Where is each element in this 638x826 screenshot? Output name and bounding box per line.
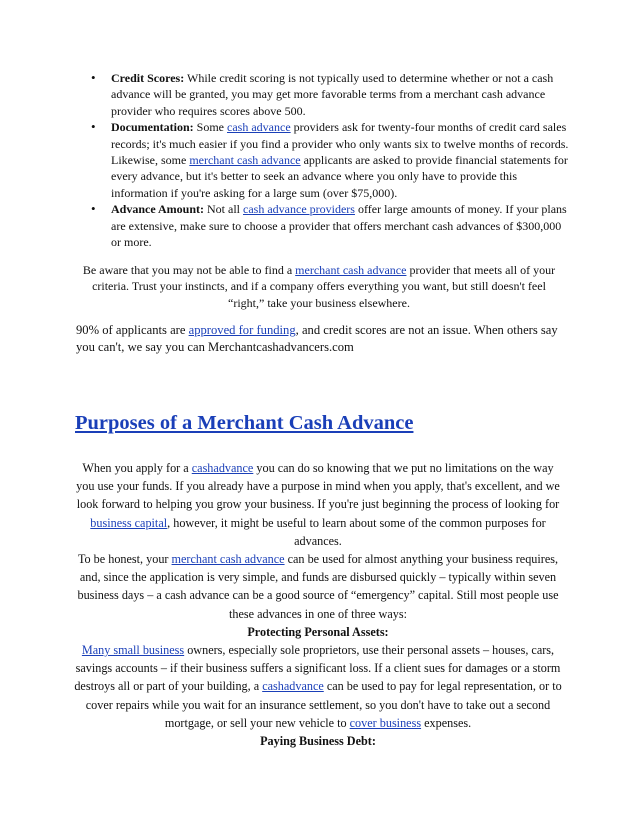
merchant-cash-advance-link[interactable]: merchant cash advance: [295, 263, 407, 277]
bullet-label: Credit Scores:: [111, 71, 185, 85]
inline-link[interactable]: merchant cash advance: [171, 552, 285, 567]
approval-paragraph: 90% of applicants are approved for funding, and credit scores are not an issue. When others say you can't, we say you can Merchantcashadvancers.com: [76, 323, 558, 354]
inline-link[interactable]: cashadvance: [262, 679, 324, 694]
inline-text: Not all: [204, 202, 244, 217]
inline-link[interactable]: cover business: [349, 715, 422, 730]
inline-text: , however, it might be useful to learn about some of the common purposes for advances.: [167, 515, 546, 548]
inline-text: When you apply for a: [82, 461, 192, 475]
aware-paragraph: Be aware that you may not be able to find a merchant cash advance provider that meets all of your criteria. Trust your instincts, and if a company offers everything you want, but still doesn't feel “right,” take your business elsewhere.: [82, 263, 556, 310]
bullet-credit-scores: [91, 70, 571, 119]
bullet-label: Advance Amount:: [111, 202, 205, 217]
criteria-bullet-list: [91, 70, 571, 250]
inline-link[interactable]: cash advance providers: [243, 202, 355, 217]
inline-text: owners, especially sole proprietors, use their personal assets – houses, cars, savings accounts – if their business suffers a significant loss. If a client sues for damages or a storm destroys all or part of your building, a: [74, 643, 561, 694]
uses-paragraph: [73, 550, 563, 623]
inline-link[interactable]: merchant cash advance: [189, 153, 301, 168]
bullet-documentation: [91, 119, 571, 201]
inline-text: can be used for almost anything your business requires, and, since the application is very simple, and funds are disbursed quickly – typically within seven business days – a cash advance can be a good source of “emergency” capital. Still most people use these advances in one of three ways:: [77, 552, 559, 621]
subheading-paying-debt: Paying Business Debt:: [260, 734, 376, 749]
purposes-section: [73, 459, 563, 750]
bullet-advance-amount: [91, 201, 571, 250]
section-heading-link[interactable]: Purposes of a Merchant Cash Advance: [75, 412, 414, 434]
subheading-protecting-assets: Protecting Personal Assets:: [247, 624, 389, 639]
section-heading[interactable]: [75, 412, 413, 435]
intro-paragraph: [73, 459, 563, 550]
assets-paragraph: [73, 641, 563, 732]
inline-text: To be honest, your: [77, 552, 172, 567]
inline-link[interactable]: cash advance: [227, 120, 291, 135]
bullet-label: Documentation:: [111, 120, 194, 135]
inline-link[interactable]: Many small business: [81, 643, 185, 658]
inline-text: can be used to pay for legal representation, or to cover repairs while you wait for an insurance settlement, so you don't have to take out a second mortgage, or sell your new vehicle to: [85, 679, 562, 730]
inline-text: you can do so knowing that we put no limitations on the way you use your funds. If you already have a purpose in mind when you apply, that's excellent, and we look forward to helping you grow your business. If you're just beginning the process of looking for: [76, 461, 560, 512]
approved-for-funding-link[interactable]: approved for funding: [188, 323, 296, 337]
inline-link[interactable]: cashadvance: [191, 461, 254, 475]
inline-text: Some: [193, 120, 228, 135]
inline-text: applicants are asked to provide financial statements for every advance, but it's better to seek an advance where you only have to provide this information if you're asking for a large sum (over $75,000).: [111, 153, 568, 200]
inline-text: providers ask for twenty-four months of credit card sales records; it's much easier if you find a provider who only wants six to twelve months of records. Likewise, some: [111, 120, 569, 168]
inline-text: expenses.: [421, 715, 472, 730]
inline-text: offer large amounts of money. If your plans are extensive, make sure to choose a provider that offers merchant cash advances of $300,000 or more.: [111, 202, 567, 250]
inline-text: While credit scoring is not typically used to determine whether or not a cash advance will be granted, you may get more favorable terms from a merchant cash advance provider who requires scores above 500.: [111, 71, 554, 118]
inline-link[interactable]: business capital: [90, 515, 168, 530]
